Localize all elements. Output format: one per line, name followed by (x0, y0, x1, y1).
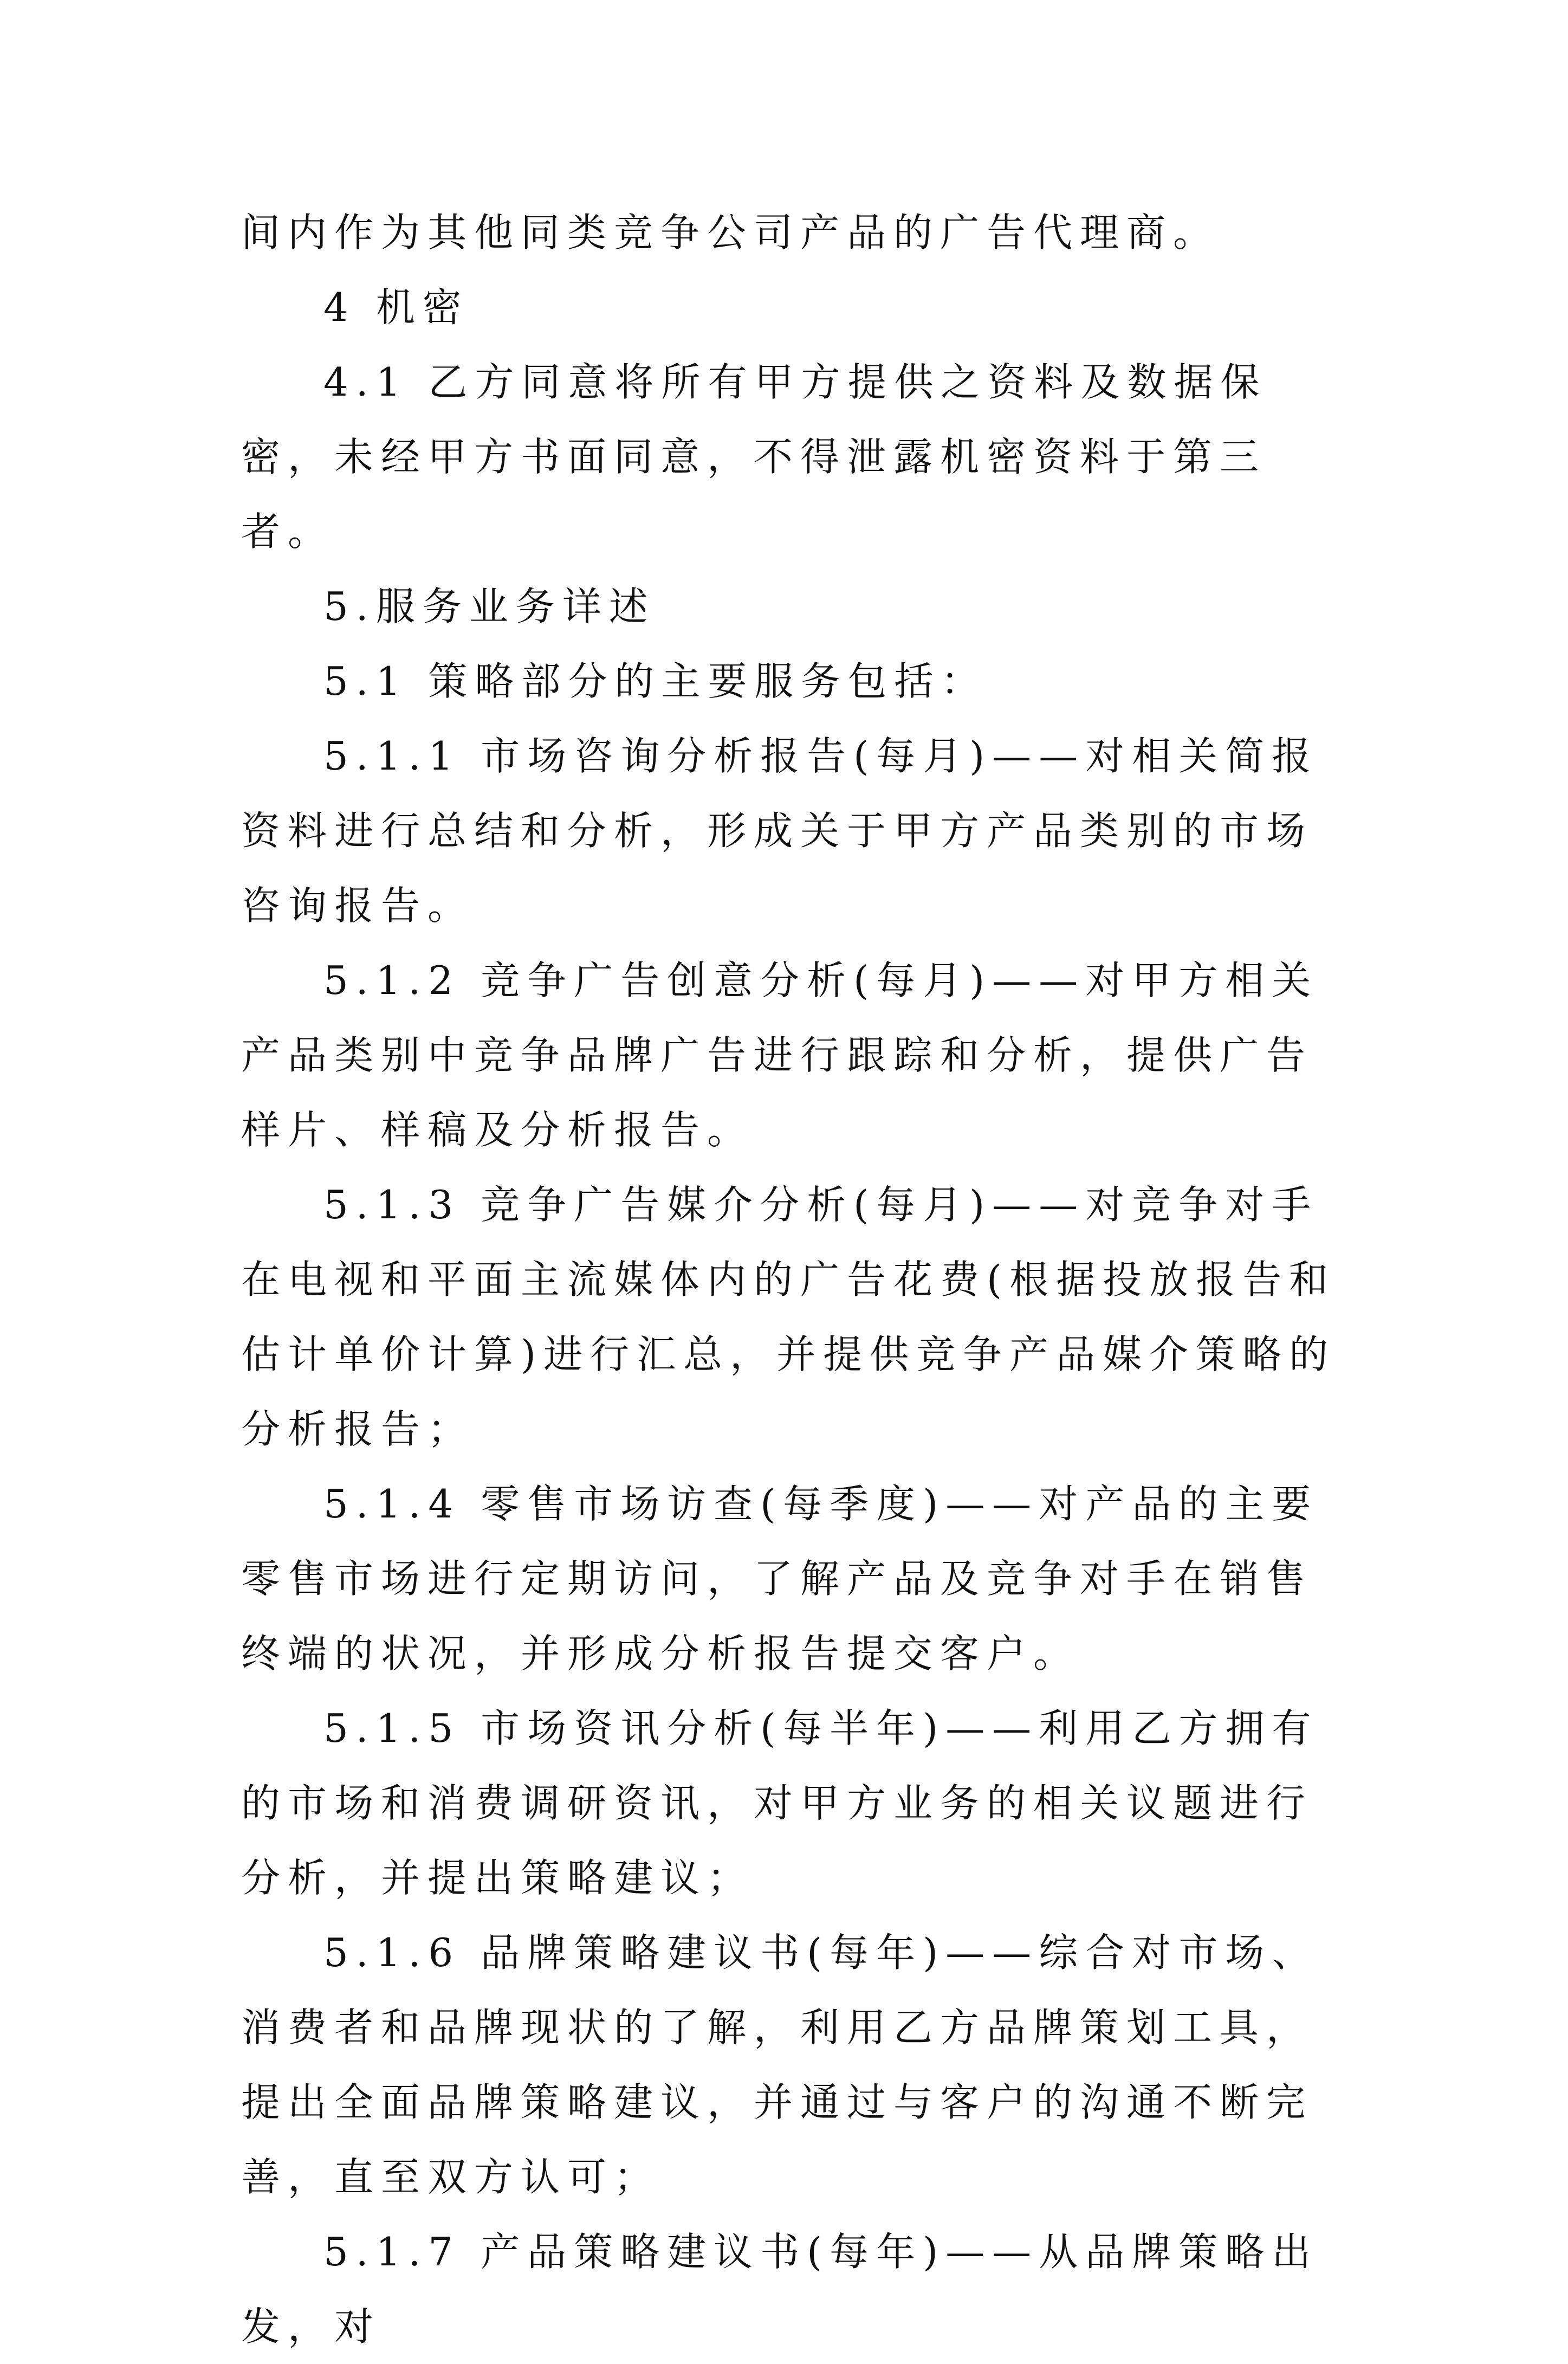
clause-5-1-2: 5.1.2 竞争广告创意分析(每月)——对甲方相关产品类别中竞争品牌广告进行跟踪和分析，提供广告样片、样稿及分析报告。 (241, 958, 1319, 1153)
document-body (241, 195, 1341, 2364)
clause-5-1-4: 5.1.4 零售市场访查(每季度)——对产品的主要零售市场进行定期访问，了解产品及竞争对手在销售终端的状况，并形成分析报告提交客户。 (241, 1481, 1319, 1676)
clause-5-1: 5.1 策略部分的主要服务包括： (323, 658, 988, 704)
clause-5-1-5: 5.1.5 市场资讯分析(每半年)——利用乙方拥有的市场和消费调研资讯，对甲方业务的相关议题进行分析，并提出策略建议； (241, 1706, 1319, 1901)
clause-5-1-7: 5.1.7 产品策略建议书(每年)——从品牌策略出发，对 (241, 2229, 1319, 2349)
section-heading-services: 5.服务业务详述 (323, 584, 656, 629)
clause-5-1-6: 5.1.6 品牌策略建议书(每年)——综合对市场、消费者和品牌现状的了解，利用乙方品牌策划工具，提出全面品牌策略建议，并通过与客户的沟通不断完善，直至双方认可； (241, 1930, 1319, 2200)
paragraph-continuation: 间内作为其他同类竞争公司产品的广告代理商。 (241, 210, 1220, 255)
clause-5-1-3: 5.1.3 竞争广告媒介分析(每月)——对竞争对手在电视和平面主流媒体内的广告花费(根据投放报告和估计单价计算)进行汇总，并提供竞争产品媒介策略的分析报告； (241, 1182, 1336, 1452)
section-heading-confidentiality: 4 机密 (323, 285, 469, 330)
clause-5-1-1: 5.1.1 市场咨询分析报告(每月)——对相关简报资料进行总结和分析，形成关于甲方产品类别的市场咨询报告。 (241, 733, 1319, 928)
clause-4-1: 4.1 乙方同意将所有甲方提供之资料及数据保密，未经甲方书面同意，不得泄露机密资料于第三者。 (241, 359, 1267, 554)
